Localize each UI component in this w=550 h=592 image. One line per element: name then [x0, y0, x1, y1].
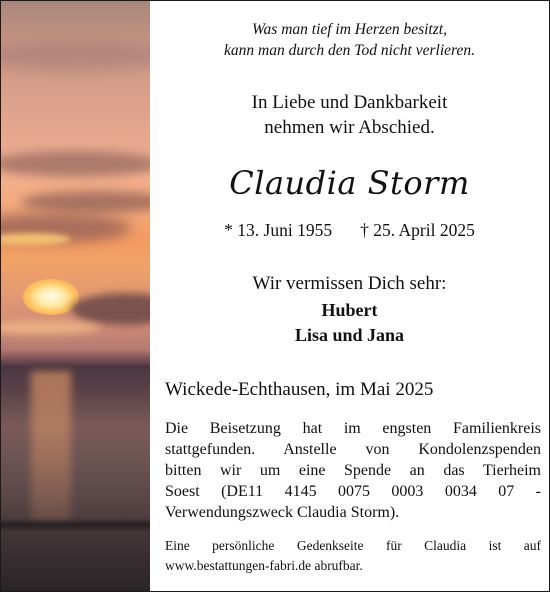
- memorial-page-note: [165, 536, 541, 576]
- family-name: Lisa und Jana: [294, 325, 405, 345]
- intro-text: [150, 90, 549, 140]
- motto: [150, 19, 549, 61]
- notice-line: Die Beisetzung hat im engsten Familienkreis: [165, 420, 541, 437]
- miss-you-line: Wir vermissen Dich sehr:: [252, 273, 447, 294]
- family-name: Hubert: [321, 300, 378, 320]
- memorial-link[interactable]: www.bestattungen-fabri.de abrufbar.: [165, 558, 363, 573]
- intro-line: In Liebe und Dankbarkeit: [251, 92, 448, 113]
- notice-line: Verwendungszweck Claudia Storm).: [165, 504, 400, 521]
- obituary-text-column: [150, 1, 549, 591]
- family-names: [150, 298, 549, 348]
- notice-line: bitten wir um eine Spende an das Tierheim: [165, 462, 541, 479]
- life-dates: [150, 218, 549, 242]
- motto-line: kann man durch den Tod nicht verlieren.: [224, 42, 475, 59]
- notice-line: stattgefunden. Anstelle von Kondolenzspenden: [165, 441, 541, 458]
- intro-line: nehmen wir Abschied.: [264, 117, 435, 138]
- death-date: † 25. April 2025: [360, 220, 475, 240]
- birth-date: * 13. Juni 1955: [224, 220, 333, 240]
- funeral-notice: [165, 418, 541, 523]
- notice-line: Soest (DE11 4145 0075 0003 0034 07 -: [165, 483, 541, 500]
- place-date: Wickede-Echthausen, im Mai 2025: [165, 379, 434, 400]
- memorial-line: Eine persönliche Gedenkseite für Claudia ist auf: [165, 538, 541, 553]
- sunset-sea-photo: [1, 1, 150, 591]
- motto-line: Was man tief im Herzen besitzt,: [252, 21, 447, 38]
- deceased-name: Claudia Storm: [229, 164, 470, 202]
